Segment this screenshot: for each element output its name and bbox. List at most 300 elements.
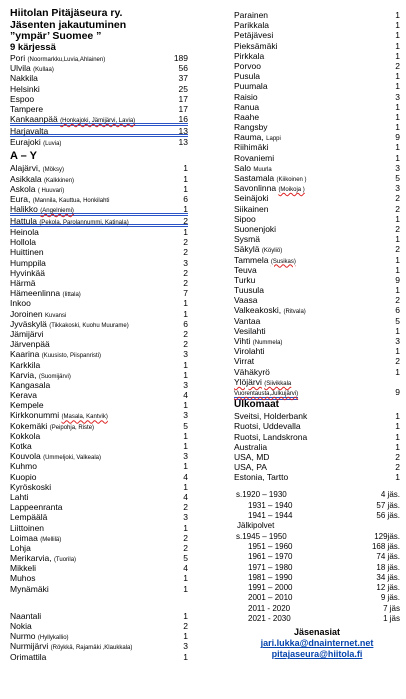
list-item xyxy=(234,142,400,152)
item-value: 1 xyxy=(183,183,188,194)
list-item xyxy=(10,502,188,512)
item-value: 1 xyxy=(395,81,400,92)
item-detail: (Nummela) xyxy=(252,340,283,346)
year-range: 2011 - 2020 xyxy=(248,603,291,613)
list-item xyxy=(234,30,400,40)
list-item xyxy=(234,81,400,91)
item-value: 1 xyxy=(395,285,400,296)
item-value: 5 xyxy=(395,173,400,183)
item-value: 37 xyxy=(178,73,188,84)
item-name: Siikainen xyxy=(234,203,269,214)
list-item xyxy=(234,183,400,193)
item-name: Nurmo xyxy=(10,631,36,642)
item-detail: (Ummeljoki, Valkeala) xyxy=(43,455,101,462)
item-name: Ranua xyxy=(234,101,260,112)
descendants-label: Jälkipolvet xyxy=(237,521,275,531)
item-name: Merikarvia, xyxy=(10,553,52,564)
item-name: Kouvola xyxy=(10,451,41,462)
item-value: 3 xyxy=(183,410,188,421)
list-item xyxy=(10,370,188,380)
item-value: 1 xyxy=(395,325,400,336)
org-title: Hiitolan Pitäjäseura ry. xyxy=(10,7,123,19)
item-detail: (Röykkä, Rajamäki ,Klaukkala) xyxy=(50,645,133,652)
doc-title: Jäsenten jakautuminen xyxy=(10,18,127,31)
item-value: 1 xyxy=(183,430,188,441)
item-value: 17 xyxy=(178,93,188,104)
list-item xyxy=(234,432,400,442)
municipality-list-left-bottom xyxy=(10,611,188,662)
item-name: Ylöjärvi xyxy=(234,376,262,387)
item-value: 3 xyxy=(395,336,400,346)
member-count: 18 jäs. xyxy=(376,562,400,572)
item-value: 1 xyxy=(183,227,188,238)
item-name: Jyväskylä xyxy=(10,318,47,329)
item-name: Suonenjoki xyxy=(234,223,277,234)
item-name: Rangsby xyxy=(234,122,268,133)
member-count: 34 jäs. xyxy=(376,572,400,582)
item-name: Seinäjoki xyxy=(234,193,269,204)
item-name: Kokemäki xyxy=(10,420,48,431)
list-item xyxy=(234,326,400,336)
item-value: 3 xyxy=(395,183,400,194)
item-name: Vesilahti xyxy=(234,325,266,336)
item-value: 2 xyxy=(395,223,400,234)
item-value: 1 xyxy=(395,122,400,133)
year-range: 1951 – 1960 xyxy=(248,541,293,551)
item-value: 1 xyxy=(183,610,188,621)
year-range: 2021 - 2030 xyxy=(248,614,291,623)
item-detail: (Angelniemi) xyxy=(40,208,74,215)
item-name: Hyvinkää xyxy=(10,267,45,278)
item-value: 1 xyxy=(183,163,188,174)
item-value: 1 xyxy=(183,298,188,309)
list-item xyxy=(10,174,188,184)
list-item xyxy=(234,163,400,173)
list-item xyxy=(10,621,188,631)
list-item xyxy=(10,137,188,147)
item-value: 1 xyxy=(395,111,400,122)
item-name: Salo xyxy=(234,162,252,173)
item-value: 2 xyxy=(183,328,188,339)
year-range: 1961 – 1970 xyxy=(248,552,293,562)
item-name: Kerava xyxy=(10,390,37,401)
item-detail: (Masala, Kantvik) xyxy=(61,414,108,421)
list-item xyxy=(234,214,400,224)
item-name: Nurmijärvi xyxy=(10,641,49,652)
item-detail: (Möksy) xyxy=(42,167,64,174)
list-item xyxy=(10,104,188,114)
item-name: Kokkola xyxy=(10,430,41,441)
member-count: 9 jäs. xyxy=(380,593,400,603)
item-name: Orimattila xyxy=(10,651,47,662)
item-name: Kotka xyxy=(10,441,32,451)
list-item xyxy=(234,265,400,275)
item-value: 1 xyxy=(395,71,400,82)
item-detail: (Noormarkku,Luvia,Ahlainen) xyxy=(27,57,106,63)
item-name: Asikkala xyxy=(10,173,42,184)
az-heading: A – Y xyxy=(10,150,37,163)
list-item xyxy=(234,452,400,462)
item-value: 3 xyxy=(183,451,188,462)
list-item xyxy=(10,380,188,390)
list-item xyxy=(234,316,400,326)
item-value: 5 xyxy=(395,315,400,326)
item-value: 1 xyxy=(395,40,400,51)
list-item xyxy=(234,255,400,265)
item-name: Nokia xyxy=(10,621,32,631)
municipality-list-left xyxy=(10,163,188,594)
item-name: Karvia, xyxy=(10,369,37,380)
item-value: 1 xyxy=(395,346,400,357)
item-name: Kyröskoski xyxy=(10,481,52,492)
item-value: 16 xyxy=(178,114,188,125)
item-name: Eura, xyxy=(10,193,31,204)
item-name: Petäjävesi xyxy=(234,30,274,41)
item-name: Harjavalta xyxy=(10,125,49,136)
item-value: 2 xyxy=(395,193,400,204)
item-name: Nakkila xyxy=(10,73,38,84)
item-name: Estonia, Tartto xyxy=(234,472,289,483)
item-value: 1 xyxy=(183,481,188,492)
item-value: 2 xyxy=(183,278,188,288)
item-value: 9 xyxy=(395,386,400,397)
item-name: USA, MD xyxy=(234,451,270,462)
list-item xyxy=(10,329,188,339)
year-range: 1981 – 1990 xyxy=(248,572,293,582)
birth-year-row xyxy=(234,563,400,573)
item-value: 5 xyxy=(183,553,188,564)
list-item xyxy=(10,461,188,471)
item-name: Teuva xyxy=(234,264,257,275)
item-value: 13 xyxy=(178,137,188,148)
item-value: 1 xyxy=(395,264,400,275)
item-name: Eurajoki xyxy=(10,137,41,148)
item-detail: (Mellilä) xyxy=(40,536,62,543)
list-item xyxy=(10,584,188,594)
item-name: Humppila xyxy=(10,257,46,268)
item-value: 2 xyxy=(183,237,188,248)
item-value: 9 xyxy=(395,132,400,143)
item-name: Loimaa xyxy=(10,532,38,543)
item-value: 2 xyxy=(395,356,400,367)
item-detail: (Kalkkinen) xyxy=(44,177,75,184)
item-name: Kuhmo xyxy=(10,461,37,472)
item-value: 2 xyxy=(183,215,188,226)
list-item xyxy=(234,305,400,315)
item-name: Askola xyxy=(10,183,36,194)
item-name: Härmä xyxy=(10,278,36,288)
item-value: 2 xyxy=(395,451,400,462)
list-item xyxy=(234,234,400,244)
item-name: Helsinki xyxy=(10,83,40,94)
item-name: Joroinen xyxy=(10,308,43,319)
item-detail: (Kullaa) xyxy=(33,67,54,74)
item-detail: (Hyllykallio) xyxy=(37,635,69,642)
item-detail: Muurla xyxy=(253,166,272,173)
item-name: Ruotsi, Uddevalla xyxy=(234,421,301,432)
item-value: 1 xyxy=(183,308,188,319)
item-value: 1 xyxy=(183,583,188,594)
list-item xyxy=(234,462,400,472)
list-item xyxy=(10,390,188,400)
item-name: Australia xyxy=(234,441,268,452)
list-item xyxy=(234,285,400,295)
doc-subtitle: ”ympär’ Suomee ” xyxy=(10,30,102,42)
item-value: 4 xyxy=(183,390,188,401)
item-name: Parainen xyxy=(234,10,269,20)
list-item xyxy=(234,153,400,163)
year-range: 1991 – 2000 xyxy=(248,583,293,593)
list-item xyxy=(10,441,188,451)
item-value: 3 xyxy=(183,379,188,390)
item-value: 3 xyxy=(183,349,188,360)
list-item xyxy=(234,92,400,102)
item-value: 7 xyxy=(183,288,188,299)
member-count: 12 jäs. xyxy=(376,583,400,593)
item-value: 1 xyxy=(183,573,188,584)
member-count: 4 jäs. xyxy=(380,490,400,500)
list-item-ylojarvi-cont xyxy=(234,387,400,397)
item-value: 1 xyxy=(395,142,400,153)
item-name: Kempele xyxy=(10,400,44,411)
item-name: Rauma, xyxy=(234,132,264,143)
list-item xyxy=(234,61,400,71)
item-name: Muhos xyxy=(10,573,36,584)
list-item xyxy=(10,492,188,502)
list-item xyxy=(10,84,188,94)
list-item xyxy=(234,295,400,305)
member-count: 129jäs. xyxy=(374,531,400,541)
item-name: Vähäkyrö xyxy=(234,366,270,377)
item-detail: (Kuusisto, Piispanristi) xyxy=(41,353,102,360)
item-name: Valkeakoski, xyxy=(234,305,282,316)
email-link-1[interactable]: jari.lukka@dnainternet.net xyxy=(260,638,374,649)
item-value: 1 xyxy=(395,234,400,245)
item-name: Vantaa xyxy=(234,315,261,326)
item-value: 1 xyxy=(183,369,188,380)
birth-year-row xyxy=(234,511,400,521)
item-value: 1 xyxy=(183,441,188,451)
top9-heading: 9 kärjessä xyxy=(10,41,56,53)
list-item xyxy=(10,563,188,573)
list-item xyxy=(10,126,188,138)
item-name: Säkylä xyxy=(234,244,260,255)
item-detail-2: Vuorentausta,Julkujärvi) xyxy=(234,391,298,400)
list-item xyxy=(10,298,188,308)
item-value: 6 xyxy=(395,305,400,316)
item-name: Sysmä xyxy=(234,234,260,245)
list-item xyxy=(234,421,400,431)
year-range: 1941 – 1944 xyxy=(248,511,293,521)
list-item xyxy=(10,421,188,431)
item-name: Naantali xyxy=(10,610,42,621)
member-count: 56 jäs. xyxy=(376,511,400,521)
list-item xyxy=(10,216,188,228)
item-value: 1 xyxy=(395,421,400,432)
list-item xyxy=(10,523,188,533)
birth-year-row xyxy=(234,604,400,614)
list-item xyxy=(10,288,188,298)
item-detail: (Tikkakoski, Kuohu Muurame) xyxy=(49,322,129,329)
list-item xyxy=(10,431,188,441)
list-item xyxy=(10,94,188,104)
item-detail: ( Huuvari) xyxy=(37,187,65,194)
item-name: Espoo xyxy=(10,93,35,104)
list-item xyxy=(10,472,188,482)
list-item xyxy=(10,400,188,410)
item-name: Kaarina xyxy=(10,349,40,360)
item-detail: (Honkajoki, Jämijärvi, Lavia) xyxy=(60,118,136,125)
item-value: 2 xyxy=(395,295,400,306)
item-detail: (Moikoja ) xyxy=(278,187,305,194)
item-name: Tammela xyxy=(234,254,269,265)
item-value: 2 xyxy=(395,60,400,71)
list-item xyxy=(234,51,400,61)
item-value: 2 xyxy=(395,203,400,214)
item-name: Inkoo xyxy=(10,298,31,309)
year-range: 2001 – 2010 xyxy=(248,593,293,603)
item-name: Turku xyxy=(234,274,256,285)
item-detail: (Ritvala) xyxy=(283,309,306,316)
item-value: 1 xyxy=(395,431,400,442)
item-value: 3 xyxy=(395,91,400,102)
list-item xyxy=(234,367,400,377)
list-item xyxy=(10,278,188,288)
item-value: 2 xyxy=(183,339,188,350)
birth-year-row xyxy=(234,542,400,552)
list-item xyxy=(10,194,188,204)
item-name: Raahe xyxy=(234,111,260,122)
list-item xyxy=(10,339,188,349)
item-name: Mikkeli xyxy=(10,563,36,574)
list-item xyxy=(234,275,400,285)
birth-year-row xyxy=(234,593,400,603)
list-item xyxy=(234,204,400,214)
item-value: 1 xyxy=(395,411,400,422)
item-value: 1 xyxy=(395,366,400,377)
item-value: 17 xyxy=(178,103,188,114)
item-name: Ruotsi, Landskrona xyxy=(234,431,308,442)
item-name: Ulvila xyxy=(10,63,31,74)
item-value: 1 xyxy=(395,20,400,31)
list-item xyxy=(234,20,400,30)
abroad-heading: Ulkomaat xyxy=(234,399,280,411)
list-item xyxy=(10,451,188,461)
item-value: 189 xyxy=(173,53,188,63)
list-item xyxy=(10,360,188,370)
item-value: 1 xyxy=(183,522,188,533)
item-name: Vaasa xyxy=(234,295,258,306)
item-name: Lahti xyxy=(10,491,29,502)
item-detail: (Susikas) xyxy=(270,258,296,265)
list-item xyxy=(234,10,400,20)
item-name: Heinola xyxy=(10,227,39,238)
item-name: Mynämäki xyxy=(10,583,49,594)
item-name: Raisio xyxy=(234,91,258,102)
item-value: 9 xyxy=(395,274,400,285)
item-name: Virrat xyxy=(234,356,255,367)
list-item xyxy=(10,543,188,553)
item-detail: (Suomijärvi) xyxy=(38,373,71,380)
item-name: Hämeenlinna xyxy=(10,288,61,299)
year-range: 1931 – 1940 xyxy=(248,500,293,510)
list-item xyxy=(234,442,400,452)
list-item xyxy=(234,336,400,346)
item-value: 1 xyxy=(395,152,400,163)
item-name: Virolahti xyxy=(234,346,265,357)
item-detail: Kuvansi xyxy=(44,312,67,319)
year-range: s.1920 – 1930 xyxy=(236,490,287,500)
item-name: Sveitsi, Holderbank xyxy=(234,411,308,422)
list-item xyxy=(234,411,400,421)
year-range: 1971 – 1980 xyxy=(248,562,293,572)
item-name: Pirkkala xyxy=(234,50,265,61)
email-link-2[interactable]: pitajaseura@hiitola.fi xyxy=(271,649,363,660)
item-name: Lappeenranta xyxy=(10,502,63,513)
item-value: 2 xyxy=(183,502,188,513)
contact-heading: Jäsenasiat xyxy=(293,627,341,638)
item-value: 1 xyxy=(183,204,188,215)
list-item xyxy=(234,224,400,234)
list-item xyxy=(10,237,188,247)
item-value: 3 xyxy=(395,162,400,173)
item-value: 4 xyxy=(183,491,188,502)
item-name: Tampere xyxy=(10,103,44,114)
list-item xyxy=(234,112,400,122)
item-value: 3 xyxy=(183,512,188,523)
item-name: Tuusula xyxy=(234,285,264,296)
item-value: 1 xyxy=(183,631,188,642)
list-item xyxy=(10,641,188,651)
item-name: Huittinen xyxy=(10,247,44,258)
list-item xyxy=(10,512,188,522)
item-value: 1 xyxy=(395,441,400,452)
item-name: Sastamala xyxy=(234,173,275,183)
item-name: Rovaniemi xyxy=(234,152,275,163)
item-name: Kuopio xyxy=(10,471,37,482)
item-detail: (Kiikoinen ) xyxy=(276,177,307,183)
list-item xyxy=(10,258,188,268)
item-value: 2 xyxy=(183,621,188,631)
item-value: 2 xyxy=(395,462,400,473)
list-item xyxy=(234,122,400,132)
birth-year-row xyxy=(234,552,400,562)
item-value: 2 xyxy=(183,267,188,278)
member-count: 7 jäs xyxy=(383,603,400,613)
list-item xyxy=(10,53,188,63)
item-name: Halikko xyxy=(10,204,38,215)
left-column xyxy=(10,0,188,662)
item-name: Kangasala xyxy=(10,379,51,390)
municipality-list-right xyxy=(234,10,400,377)
item-name: Liittoinen xyxy=(10,522,45,533)
list-item xyxy=(10,611,188,621)
list-item xyxy=(234,102,400,112)
list-item xyxy=(234,472,400,482)
item-name: Hollola xyxy=(10,237,36,248)
member-count: 57 jäs. xyxy=(376,500,400,510)
item-name: Hattula xyxy=(10,215,37,226)
item-detail: Lappi xyxy=(266,136,281,143)
item-name: Porvoo xyxy=(234,60,261,71)
list-item xyxy=(10,309,188,319)
item-detail: (Köyliö) xyxy=(261,248,283,255)
list-item xyxy=(10,73,188,83)
birth-year-row xyxy=(234,573,400,583)
item-value: 3 xyxy=(183,641,188,652)
item-value: 1 xyxy=(395,213,400,224)
list-item xyxy=(234,71,400,81)
